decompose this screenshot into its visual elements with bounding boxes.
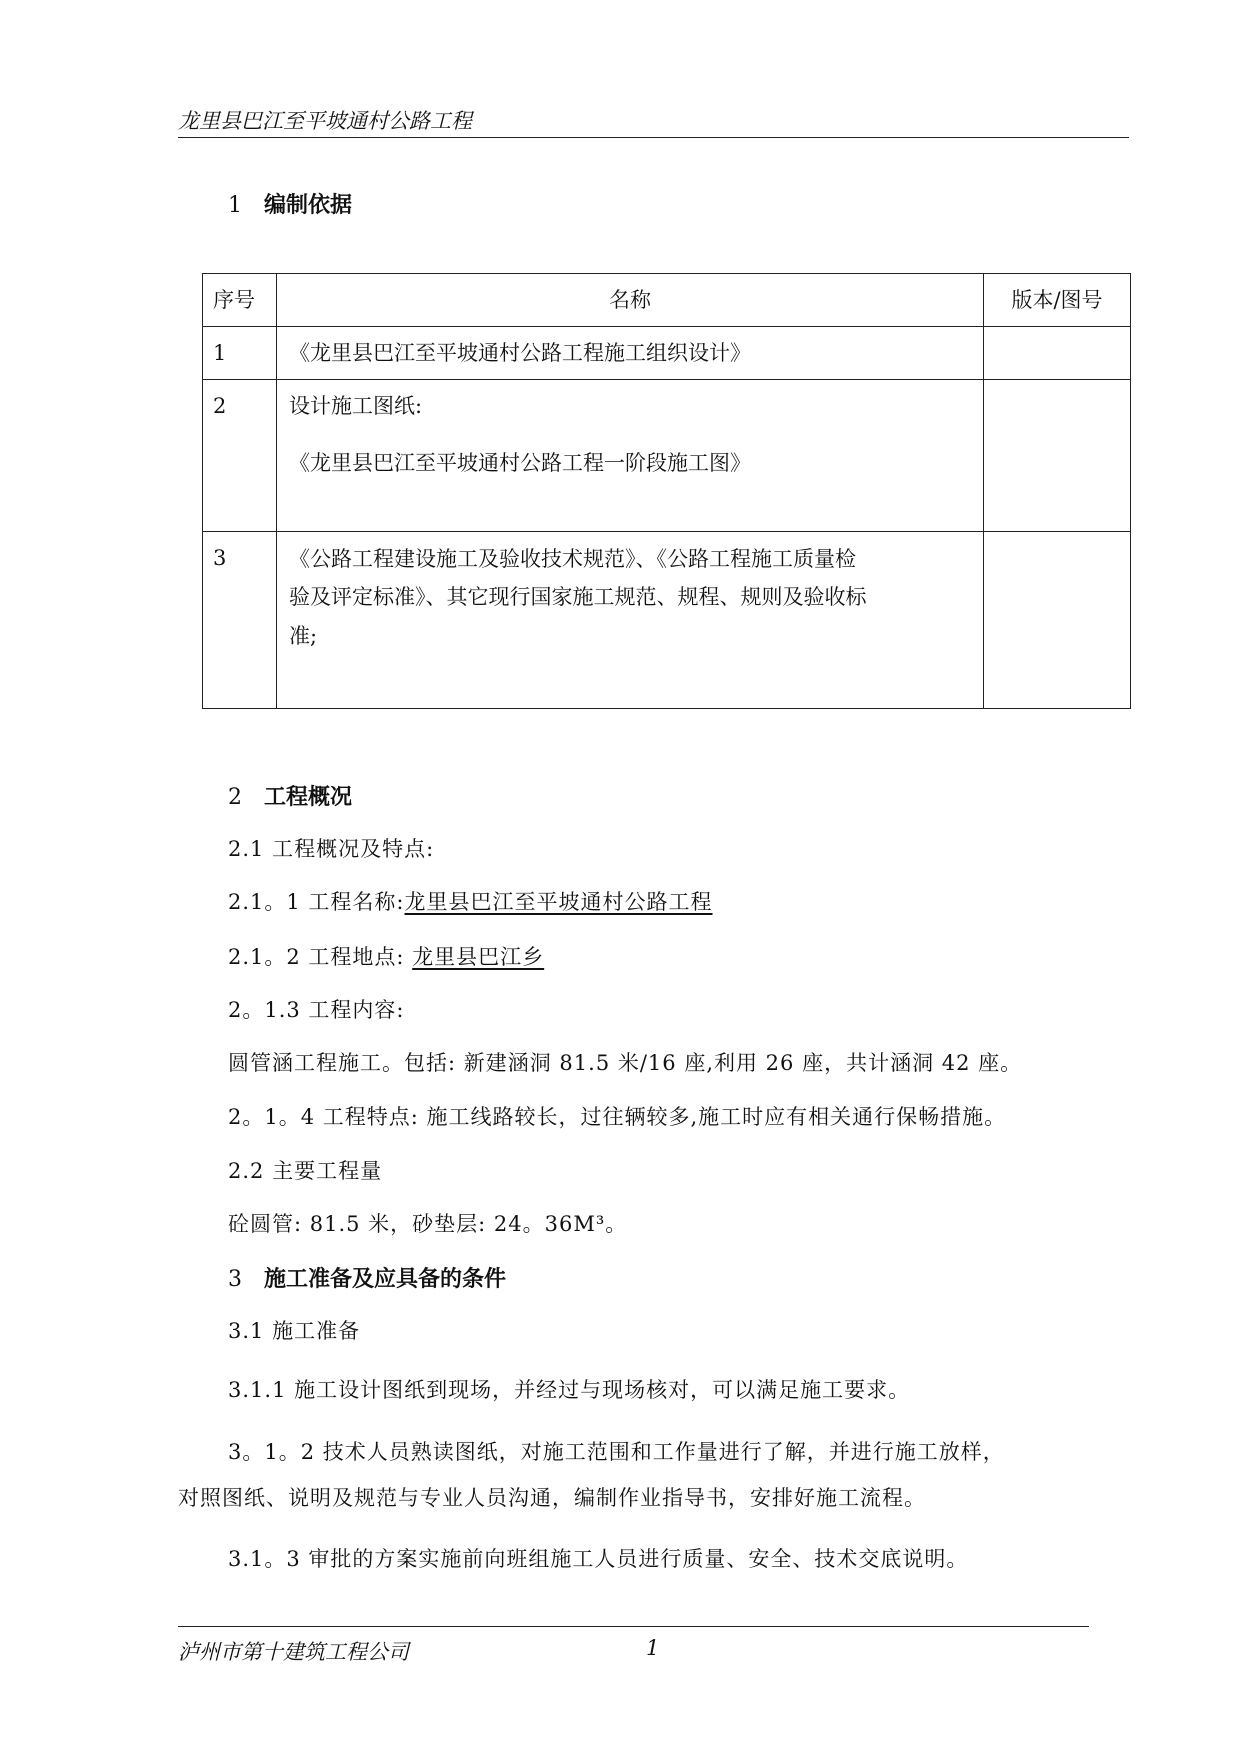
subsection-3-1-3: 3.1。3 审批的方案实施前向班组施工人员进行质量、安全、技术交底说明。 [228,1547,969,1571]
row-name: 《龙里县巴江至平坡通村公路工程施工组织设计》 [277,326,984,379]
table-header-row [203,274,1131,327]
row-name [277,379,984,531]
section-2-number: 2 [228,785,242,810]
subsection-3-1-1: 3.1.1 施工设计图纸到现场，并经过与现场核对，可以满足施工要求。 [228,1378,911,1402]
row-name-line: 设计施工图纸: [289,393,423,418]
page-number: 1 [646,1636,660,1660]
basis-table [202,273,1131,709]
section-3-title: 施工准备及应具备的条件 [264,1267,507,1292]
running-header-title: 龙里县巴江至平坡通村公路工程 [178,109,472,133]
project-name-label: 2.1。1 工程名称: [228,890,405,914]
row-no: 1 [203,326,277,379]
row-name-line: 《公路工程建设施工及验收技术规范》、《公路工程施工质量检 [289,546,856,571]
table-row [203,379,1131,531]
table-row [203,326,1131,379]
row-name-line: 准; [289,624,318,649]
subsection-3-1-2-line1: 3。1。2 技术人员熟读图纸，对施工范围和工作量进行了解，并进行施工放样， [228,1440,1005,1464]
subsection-3-1: 3.1 施工准备 [228,1319,361,1343]
section-3-heading [228,1262,506,1293]
subsection-2-2: 2.2 主要工程量 [228,1159,383,1183]
project-location-label: 2.1。2 工程地点: [228,945,413,969]
table-row [203,531,1131,708]
subsection-2-1-2 [228,941,544,971]
quantity-text: 砼圆管: 81.5 米，砂垫层: 24。36M³。 [228,1212,628,1236]
row-version [984,379,1131,531]
project-location-value: 龙里县巴江乡 [412,945,545,969]
subsection-2-1: 2.1 工程概况及特点: [228,837,435,861]
footer-rule [178,1626,1089,1627]
header-cell-version: 版本/图号 [984,274,1131,327]
section-2-heading [228,780,352,811]
project-name-value: 龙里县巴江至平坡通村公路工程 [404,890,713,914]
row-name-line: 《龙里县巴江至平坡通村公路工程一阶段施工图》 [289,451,751,476]
header-cell-name: 名称 [277,274,984,327]
section-1-heading [228,188,352,219]
section-1-title: 编制依据 [264,193,353,218]
section-2-title: 工程概况 [264,785,353,810]
section-3-number: 3 [228,1267,242,1292]
project-content-text: 圆管涵工程施工。包括: 新建涵洞 81.5 米/16 座,利用 26 座，共计涵洞 42 座。 [228,1051,1023,1075]
row-no: 3 [203,531,277,708]
footer-company: 泸州市第十建筑工程公司 [178,1640,409,1664]
subsection-3-1-2-line2: 对照图纸、说明及规范与专业人员沟通，编制作业指导书，安排好施工流程。 [178,1486,926,1510]
subsection-2-1-4: 2。1。4 工程特点: 施工线路较长，过往辆较多,施工时应有相关通行保畅措施。 [228,1105,1007,1129]
row-version [984,531,1131,708]
row-name-line: 验及评定标准》、其它现行国家施工规范、规程、规则及验收标 [289,585,867,610]
row-name [277,531,984,708]
row-version [984,326,1131,379]
subsection-2-1-3: 2。1.3 工程内容: [228,998,405,1022]
header-cell-no: 序号 [203,274,277,327]
header-rule [178,137,1129,138]
section-1-number: 1 [228,193,242,218]
subsection-2-1-1 [228,886,713,916]
row-no: 2 [203,379,277,531]
